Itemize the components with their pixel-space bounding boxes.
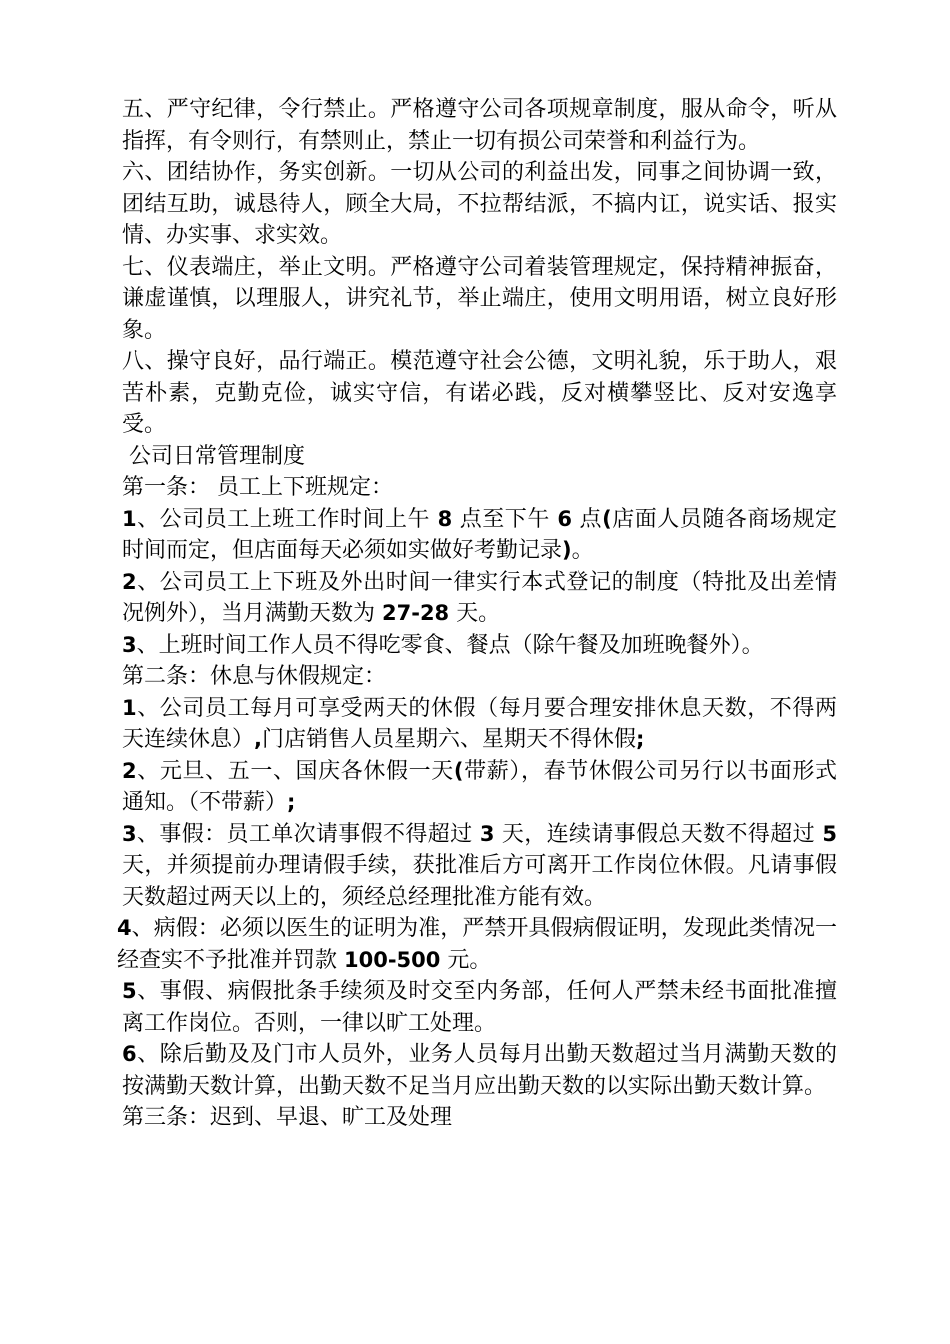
bold-number: 3 (122, 821, 137, 846)
text-run: 。 (571, 538, 594, 563)
text-run: 点至下午 (452, 506, 558, 532)
document-paragraph (117, 976, 837, 1039)
bold-number: ; (287, 790, 296, 814)
bold-number: ) (562, 538, 572, 562)
document-paragraph (117, 913, 837, 976)
bold-number: 100-500 (344, 947, 441, 972)
bold-number: 1 (122, 695, 137, 720)
bold-number: 5 (122, 979, 137, 1003)
bold-number: , (254, 727, 262, 751)
bold-number: 1 (122, 506, 137, 531)
bold-number: 3 (122, 632, 137, 657)
text-run: 公司日常管理制度 (129, 443, 306, 469)
document-paragraph (117, 346, 837, 441)
bold-number: 27-28 (382, 601, 450, 625)
text-run: 天，连续请事假总天数不得超过 (494, 821, 823, 847)
bold-number: 2 (122, 569, 137, 594)
bold-number: 5 (822, 821, 837, 846)
document-paragraph (117, 756, 837, 819)
text-run: 、除后勤及及门市人员外，业务人员每月出勤天数超过当月满勤天数的按满勤天数计算，出勤天数不足当月应出勤天数的以实际出勤天数计算。 (122, 1042, 837, 1099)
document-paragraph (117, 504, 837, 567)
text-run: 、公司员工上班工作时间上午 (136, 506, 438, 532)
document-paragraph (117, 630, 837, 662)
bold-number: ( (453, 758, 464, 783)
text-run: 门店销售人员星期六、星期天不得休假 (262, 727, 637, 752)
document-paragraph (117, 441, 837, 473)
text-run: 带薪），春节休假公司另行以书面形式通知。（不带薪） (122, 758, 837, 815)
text-run: 八、操守良好，品行端正。模范遵守社会公德，文明礼貌，乐于助人，艰苦朴素，克勤克俭，诚实守信，有诺必践，反对横攀竖比、反对安逸享受。 (122, 349, 837, 437)
text-run: 、事假、病假批条手续须及时交至内务部，任何人严禁未经书面批准擅离工作岗位。否则，一律以旷工处理。 (122, 979, 837, 1036)
text-run: 、公司员工每月可享受两天的休假（每月要合理安排休息天数，不得两天连续休息） (122, 695, 837, 752)
text-run: 、公司员工上下班及外出时间一律实行本式登记的制度（特批及出差情况例外），当月满勤天数为 (122, 569, 837, 626)
text-run: 五、严守纪律，令行禁止。严格遵守公司各项规章制度，服从命令，听从指挥，有令则行，有禁则止，禁止一切有损公司荣誉和利益行为。 (122, 97, 837, 154)
document-paragraph (117, 1102, 837, 1134)
text-run: 第一条： 员工上下班规定： (122, 475, 393, 500)
bold-number: 3 (479, 821, 495, 846)
bold-number: 4 (117, 916, 132, 940)
text-run: 第二条：休息与休假规定： (122, 664, 387, 689)
bold-number: 6 (557, 506, 572, 531)
text-run: 、上班时间工作人员不得吃零食、餐点（除午餐及加班晚餐外）。 (136, 632, 764, 658)
bold-number: ; (636, 727, 645, 751)
bold-number: 6 (122, 1042, 137, 1066)
text-run: 第三条：迟到、早退、旷工及处理 (122, 1105, 453, 1130)
document-paragraph (117, 567, 837, 630)
document-page (117, 94, 837, 1134)
text-run: 店面人员随各商场规定时间而定，但店面每天必须如实做好考勤记录 (122, 506, 837, 563)
text-run: 七、仪表端庄，举止文明。严格遵守公司着装管理规定，保持精神振奋，谦虚谨慎，以理服人，讲究礼节，举止端庄，使用文明用语，树立良好形象。 (122, 254, 837, 343)
document-paragraph (117, 819, 837, 914)
text-run: 、事假：员工单次请事假不得超过 (136, 821, 480, 847)
document-paragraph (117, 472, 837, 504)
bold-number: 8 (437, 506, 453, 531)
document-paragraph (117, 1039, 837, 1102)
text-run: 六、团结协作，务实创新。一切从公司的利益出发，同事之间协调一致，团结互助，诚恳待人，顾全大局，不拉帮结派，不搞内讧，说实话、报实情、办实事、求实效。 (122, 160, 837, 248)
text-run: 、病假：必须以医生的证明为准，严禁开具假病假证明，发现此类情况一经查实不予批准并罚款 (117, 916, 837, 973)
document-paragraph (117, 157, 837, 252)
text-run: 天。 (449, 601, 501, 626)
text-run: 、元旦、五一、国庆各休假一天 (136, 758, 454, 784)
document-paragraph (117, 693, 837, 756)
document-paragraph (117, 252, 837, 347)
text-run: 元。 (440, 947, 492, 973)
text-run: 天，并须提前办理请假手续，获批准后方可离开工作岗位休假。凡请事假天数超过两天以上的，须经总经理批准方能有效。 (122, 853, 837, 910)
bold-number: ( (602, 506, 612, 531)
text-run: 点 (572, 506, 603, 532)
bold-number: 2 (122, 758, 137, 783)
document-paragraph (117, 94, 837, 157)
document-paragraph (117, 661, 837, 693)
